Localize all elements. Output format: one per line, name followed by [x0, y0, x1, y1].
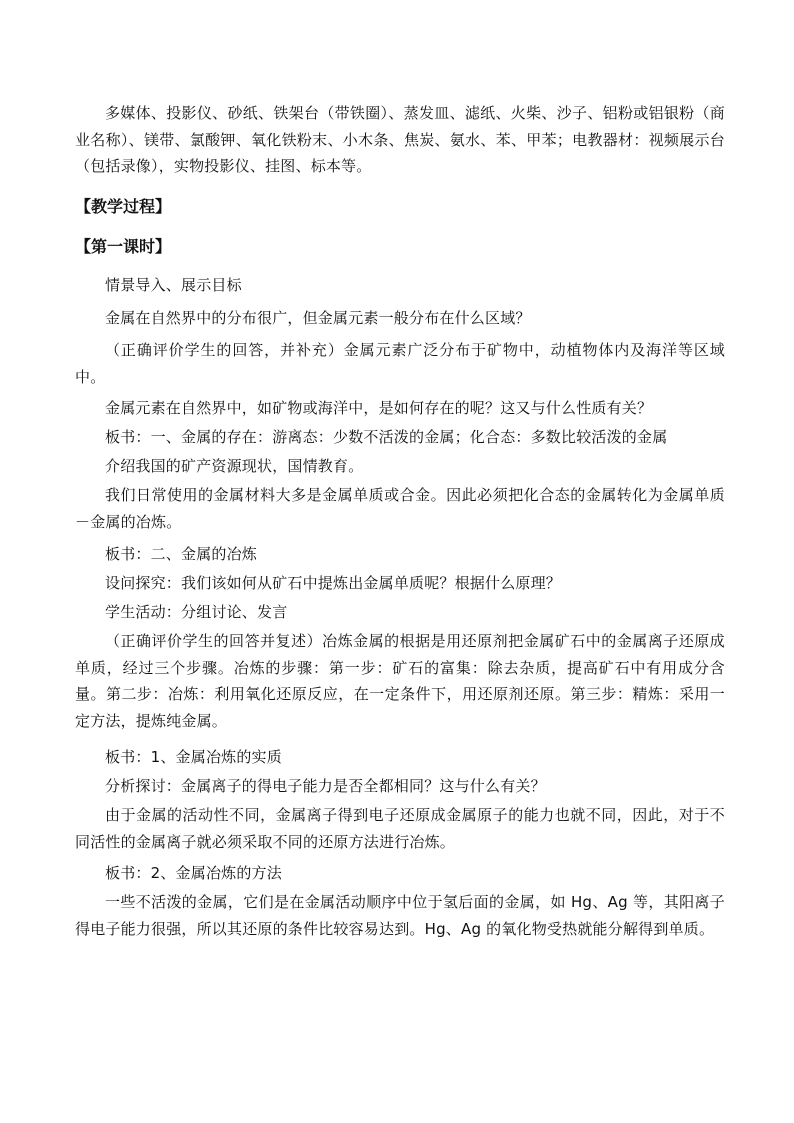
paragraph: 板书：二、金属的冶炼 — [105, 545, 258, 563]
paragraph: 情景导入、展示目标 — [105, 276, 242, 294]
paragraph: 金属在自然界中的分布很广，但金属元素一般分布在什么区域？ — [105, 309, 531, 327]
paragraph: 板书：一、金属的存在：游离态：少数不活泼的金属；化合态：多数比较活泼的金属 — [105, 428, 668, 446]
paragraph: 金属元素在自然界中，如矿物或海洋中，是如何存在的呢？这又与什么性质有关？ — [105, 399, 653, 417]
paragraph: 学生活动：分组讨论、发言 — [105, 603, 288, 621]
paragraph: 板书：2、金属冶炼的方法 — [105, 864, 282, 882]
section-heading-teaching-process: 【教学过程】 — [75, 197, 172, 216]
paragraph: 由于金属的活动性不同，金属离子得到电子还原成金属原子的能力也就不同，因此，对于不同活性的金属离子就必须采取不同的还原方法进行冶炼。 — [75, 806, 725, 851]
paragraph: 分析探讨：金属离子的得电子能力是否全都相同？这与什么有关？ — [105, 777, 546, 795]
paragraph: 设问探究：我们该如何从矿石中提炼出金属单质呢？根据什么原理？ — [105, 574, 562, 592]
paragraph: 我们日常使用的金属材料大多是金属单质或合金。因此必须把化合态的金属转化为金属单质－金属的冶炼。 — [75, 486, 725, 531]
paragraph: （正确评价学生的回答，并补充）金属元素广泛分布于矿物中，动植物体内及海洋等区域中。 — [75, 341, 725, 386]
section-heading-first-lesson: 【第一课时】 — [75, 237, 172, 256]
paragraph: （正确评价学生的回答并复述）冶炼金属的根据是用还原剂把金属矿石中的金属离子还原成单质，经过三个步骤。冶炼的步骤：第一步：矿石的富集：除去杂质，提高矿石中有用成分含量。第二步：冶炼：利用氧化还原反应，在一定条件下，用还原剂还原。第三步：精炼：采用一定方法，提炼纯金属。 — [75, 632, 725, 730]
paragraph: 一些不活泼的金属，它们是在金属活动顺序中位于氢后面的金属，如 Hg、Ag 等，其阳离子得电子能力很强，所以其还原的条件比较容易达到。Hg、Ag 的氧化物受热就能分解得到单质。 — [75, 893, 725, 938]
paragraph: 板书：1、金属冶炼的实质 — [105, 748, 282, 766]
materials-paragraph: 多媒体、投影仪、砂纸、铁架台（带铁圈）、蒸发皿、滤纸、火柴、沙子、铝粉或铝银粉（商业名称）、镁带、氯酸钾、氧化铁粉末、小木条、焦炭、氨水、苯、甲苯；电教器材：视频展示台（包括录像），实物投影仪、挂图、标本等。 — [75, 104, 725, 175]
paragraph: 介绍我国的矿产资源现状，国情教育。 — [105, 457, 364, 475]
